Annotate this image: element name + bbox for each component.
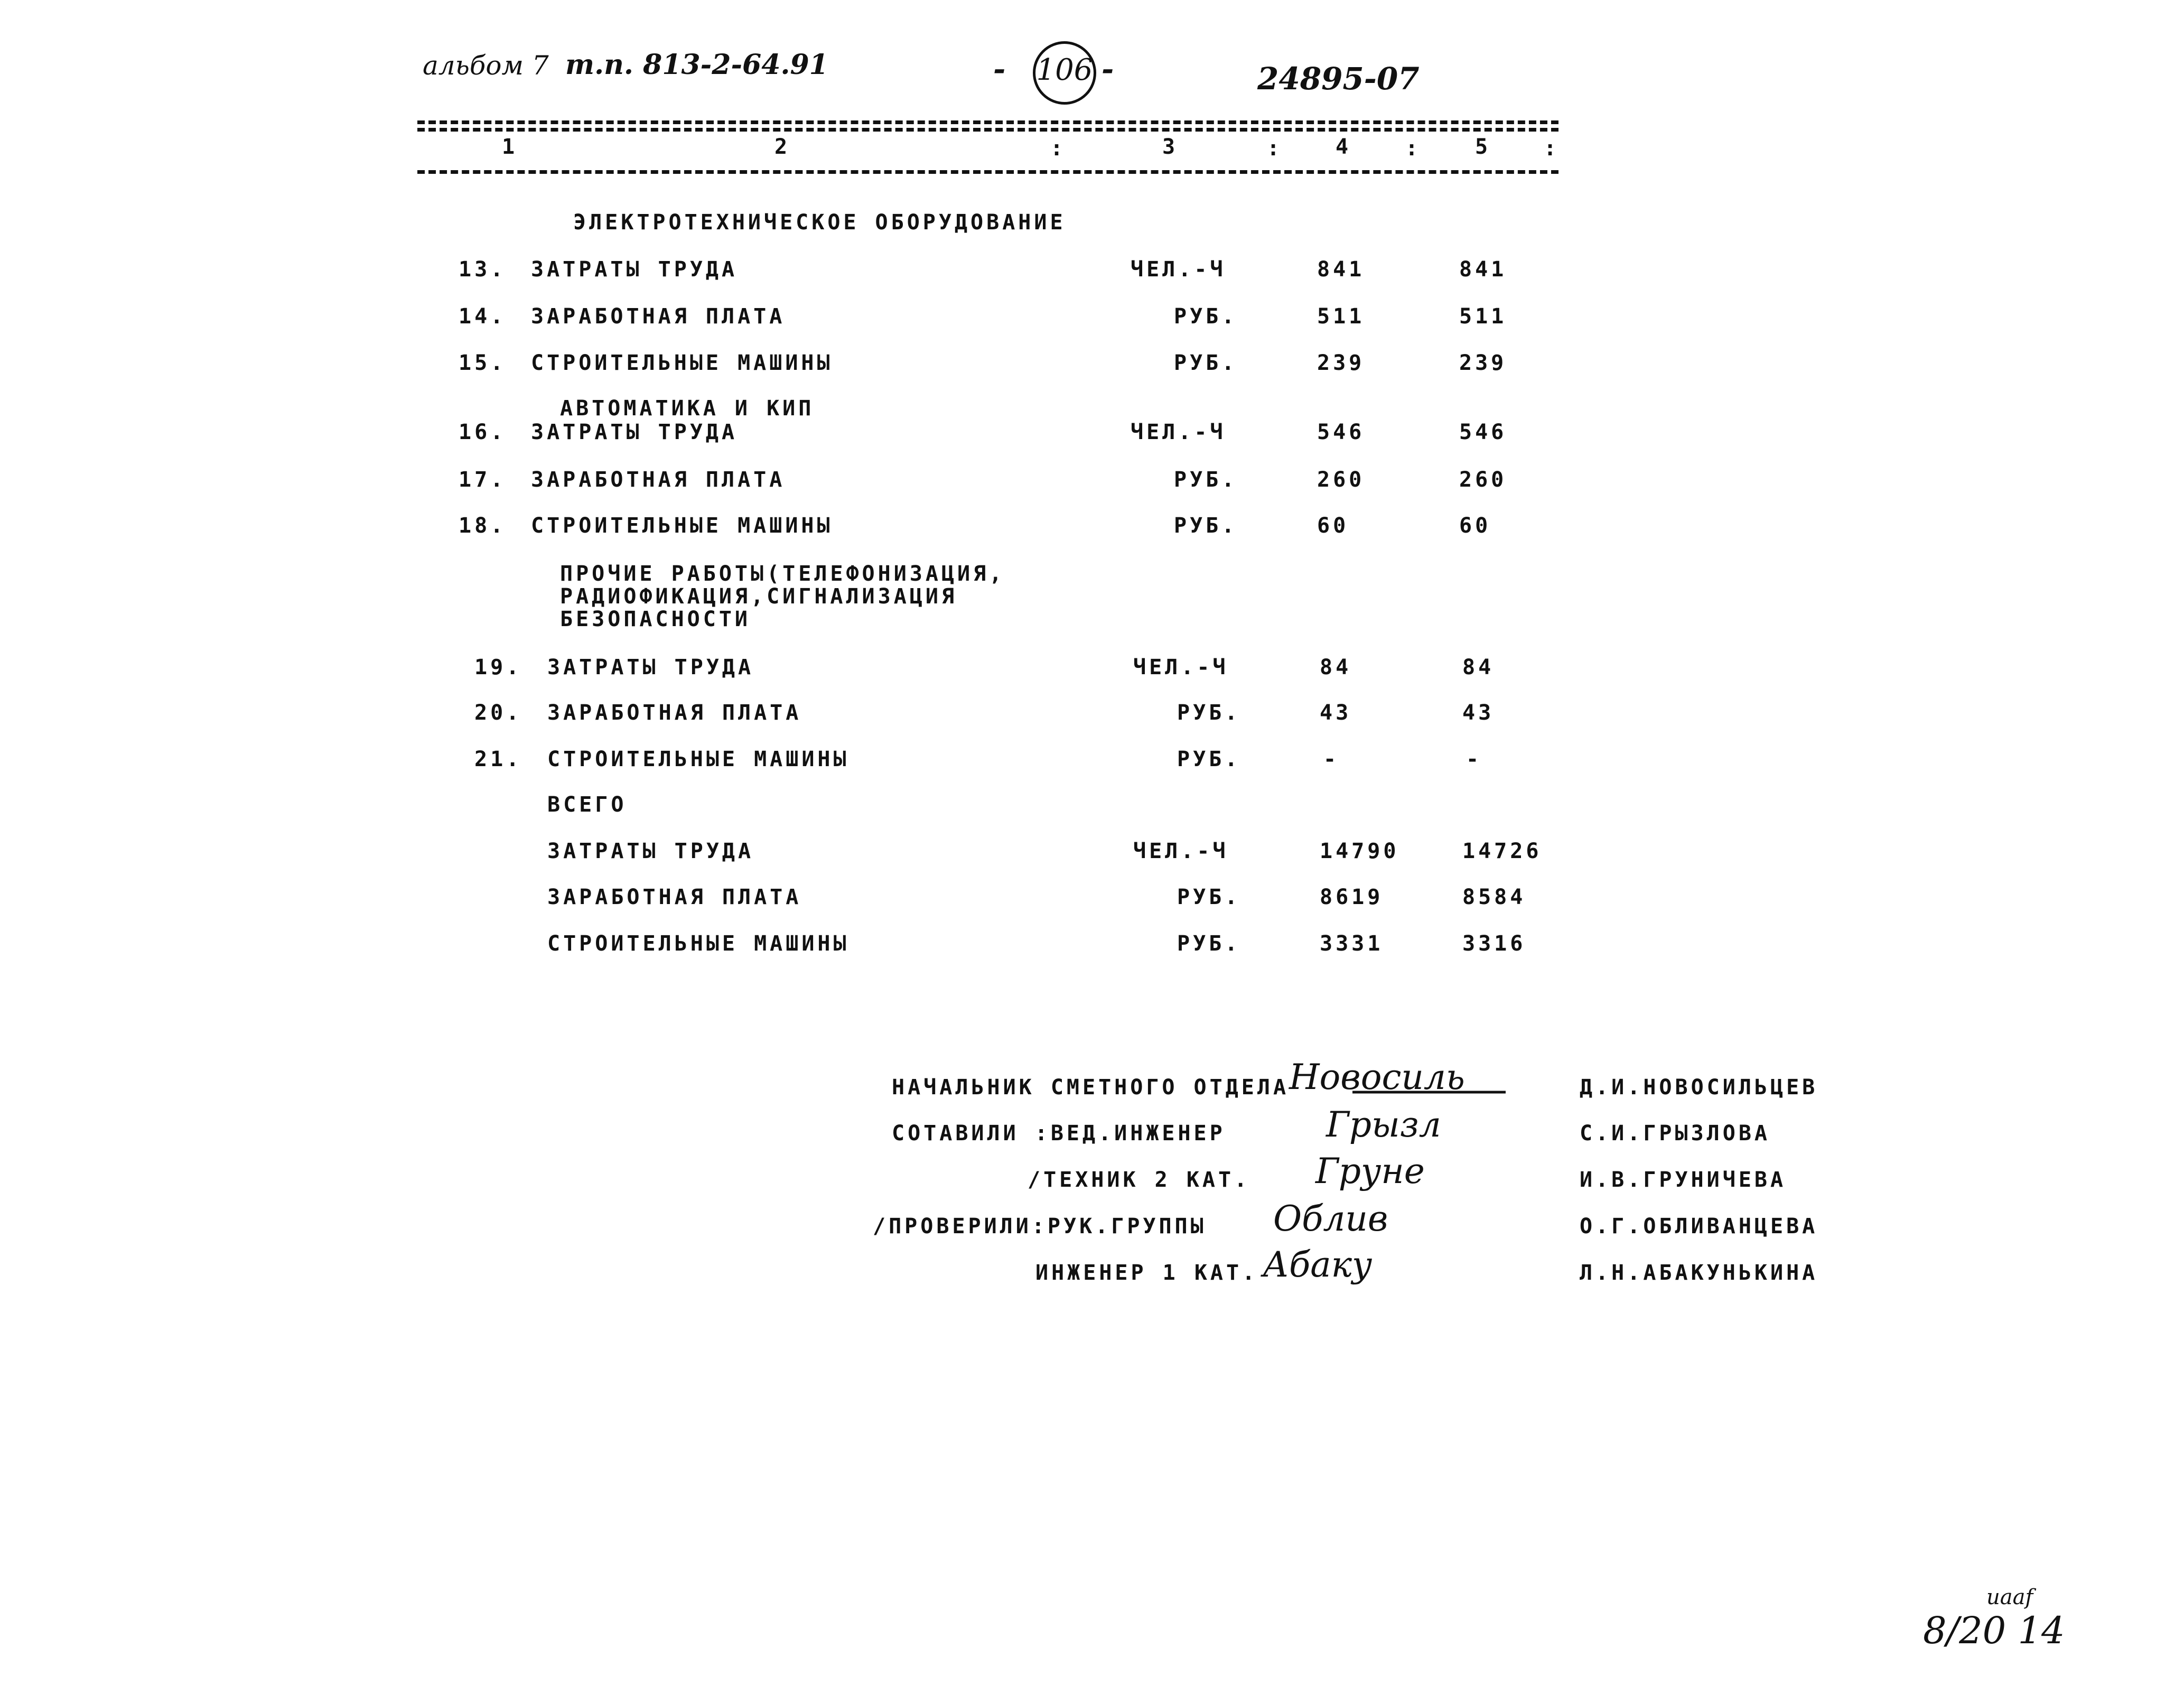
row-col5: - [1466,747,1482,771]
row-col4: 260 [1317,468,1365,492]
row-col4: 84 [1320,655,1352,679]
row-unit: ЧЕЛ.-Ч [1133,839,1229,863]
row-col4: 3331 [1320,932,1384,956]
row-unit: РУБ. [1174,304,1238,329]
handwritten-signature: Облив [1273,1198,1388,1239]
section-title-line: БЕЗОПАСНОСТИ [560,607,751,631]
handwritten-signature: Новосиль [1289,1057,1465,1097]
row-name: СТРОИТЕЛЬНЫЕ МАШИНЫ [547,747,850,771]
row-number: 21. [474,747,522,771]
row-col4: - [1323,747,1340,771]
row-col5: 3316 [1462,932,1526,956]
row-unit: РУБ. [1174,514,1238,538]
row-number: 17. [459,468,507,492]
row-col5: 239 [1459,351,1507,375]
col-header-1: 1 [502,135,518,159]
row-name: СТРОИТЕЛЬНЫЕ МАШИНЫ [531,351,833,375]
row-col4: 8619 [1320,885,1384,909]
section-title: АВТОМАТИКА И КИП [560,396,815,421]
col-separator: : [1544,136,1560,161]
row-name: ЗАРАБОТНАЯ ПЛАТА [547,701,802,725]
row-name: ЗАТРАТЫ ТРУДА [531,420,738,444]
row-unit: ЧЕЛ.-Ч [1131,257,1226,282]
page-number: 106 [1036,53,1093,87]
row-number: 19. [474,655,522,679]
signature-role: ИНЖЕНЕР 1 КАТ. [1035,1261,1258,1285]
row-unit: ЧЕЛ.-Ч [1131,420,1226,444]
row-col4: 546 [1317,420,1365,444]
row-col5: 260 [1459,468,1507,492]
row-unit: РУБ. [1174,468,1238,492]
page-dash-left: - [993,52,1006,87]
row-unit: РУБ. [1174,351,1238,375]
col-header-2: 2 [774,135,791,159]
signature-name: И.В.ГРУНИЧЕВА [1580,1168,1787,1192]
document-number: 24895-07 [1257,61,1420,97]
row-number: 18. [459,514,507,538]
row-col4: 841 [1317,257,1365,282]
header-rule-top-2 [417,128,1558,132]
row-col4: 43 [1320,701,1352,725]
signature-role: /ТЕХНИК 2 КАТ. [1028,1168,1250,1192]
handwritten-signature: Груне [1315,1151,1425,1191]
signature-name: Л.Н.АБАКУНЬКИНА [1580,1261,1818,1285]
col-header-3: 3 [1162,135,1179,159]
row-number: 13. [459,257,507,282]
row-col5: 14726 [1462,839,1542,863]
album-label: альбом 7 [423,50,549,81]
signature-name: О.Г.ОБЛИВАНЦЕВА [1580,1214,1818,1239]
row-name: ЗАТРАТЫ ТРУДА [531,257,738,282]
section-title: ЭЛЕКТРОТЕХНИЧЕСКОЕ ОБОРУДОВАНИЕ [573,210,1066,235]
row-unit: РУБ. [1177,932,1241,956]
row-col4: 14790 [1320,839,1399,863]
handwritten-signature: Грызл [1326,1104,1441,1145]
signature-role: СОТАВИЛИ :ВЕД.ИНЖЕНЕР [892,1121,1226,1146]
signature-role: /ПРОВЕРИЛИ:РУК.ГРУППЫ [873,1214,1207,1239]
row-name: СТРОИТЕЛЬНЫЕ МАШИНЫ [547,932,850,956]
row-unit: РУБ. [1177,701,1241,725]
row-number: 15. [459,351,507,375]
row-number: 16. [459,420,507,444]
handwritten-note: 8/20 14 [1923,1609,2065,1652]
row-col4: 511 [1317,304,1365,329]
signature-role: НАЧАЛЬНИК СМЕТНОГО ОТДЕЛА [892,1075,1290,1100]
handwritten-note: uaaf [1986,1585,2033,1609]
col-separator: : [1405,136,1422,161]
col-separator: : [1267,136,1283,161]
section-title: ВСЕГО [547,793,627,817]
signature-underline [1352,1088,1506,1096]
row-col5: 84 [1462,655,1495,679]
header-rule-bottom [417,170,1558,174]
row-col5: 43 [1462,701,1495,725]
section-title-line: РАДИОФИКАЦИЯ,СИГНАЛИЗАЦИЯ [560,584,958,609]
project-code: т.п. 813-2-64.91 [565,49,828,81]
row-unit: ЧЕЛ.-Ч [1133,655,1229,679]
row-name: ЗАРАБОТНАЯ ПЛАТА [547,885,802,909]
row-number: 20. [474,701,522,725]
row-name: СТРОИТЕЛЬНЫЕ МАШИНЫ [531,514,833,538]
row-col5: 841 [1459,257,1507,282]
col-separator: : [1050,136,1067,161]
row-number: 14. [459,304,507,329]
header-rule-top [417,120,1558,124]
col-header-4: 4 [1336,135,1352,159]
row-unit: РУБ. [1177,747,1241,771]
row-name: ЗАРАБОТНАЯ ПЛАТА [531,468,786,492]
row-col5: 60 [1459,514,1491,538]
handwritten-signature: Абаку [1263,1244,1373,1285]
row-col5: 8584 [1462,885,1526,909]
row-col5: 546 [1459,420,1507,444]
row-unit: РУБ. [1177,885,1241,909]
col-header-5: 5 [1475,135,1491,159]
row-name: ЗАРАБОТНАЯ ПЛАТА [531,304,786,329]
row-name: ЗАТРАТЫ ТРУДА [547,839,754,863]
section-title-line: ПРОЧИЕ РАБОТЫ(ТЕЛЕФОНИЗАЦИЯ, [560,562,1005,586]
row-col4: 60 [1317,514,1349,538]
signature-name: Д.И.НОВОСИЛЬЦЕВ [1580,1075,1818,1100]
page-dash-right: - [1102,52,1114,87]
row-col4: 239 [1317,351,1365,375]
row-name: ЗАТРАТЫ ТРУДА [547,655,754,679]
row-col5: 511 [1459,304,1507,329]
signature-name: С.И.ГРЫЗЛОВА [1580,1121,1770,1146]
